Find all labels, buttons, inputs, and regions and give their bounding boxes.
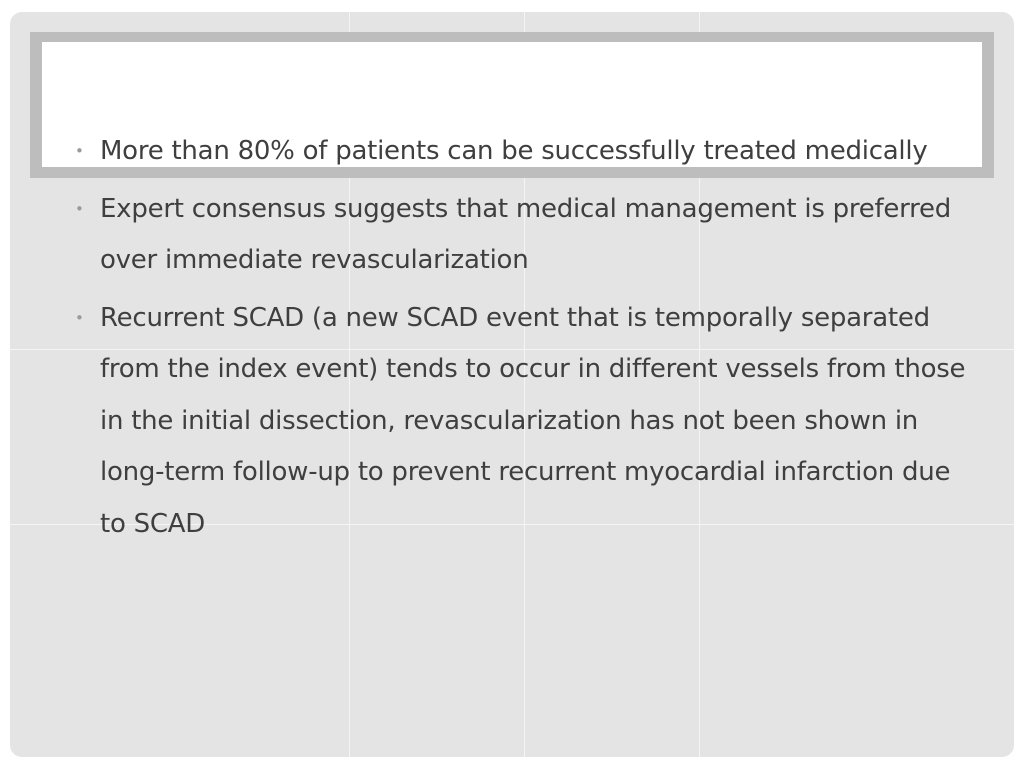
bullet-text: Recurrent SCAD (a new SCAD event that is temporally separated from the index event) tends to occur in different vessels from those in the initial dissection, revascularization has not been shown in long-term follow-up to prevent recurrent myocardial infarction due to SCAD <box>100 302 966 539</box>
bullet-item <box>72 293 972 551</box>
bullet-list <box>72 126 972 556</box>
bullet-item <box>72 126 972 178</box>
bullet-text: Expert consensus suggests that medical management is preferred over immediate revascularization <box>100 193 951 275</box>
bullet-dot-icon: • <box>75 199 84 218</box>
bullet-dot-icon: • <box>75 308 84 327</box>
bullet-item <box>72 184 972 287</box>
slide-canvas <box>10 12 1014 757</box>
bullet-dot-icon: • <box>75 142 84 160</box>
bullet-text: More than 80% of patients can be successfully treated medically <box>100 136 928 166</box>
